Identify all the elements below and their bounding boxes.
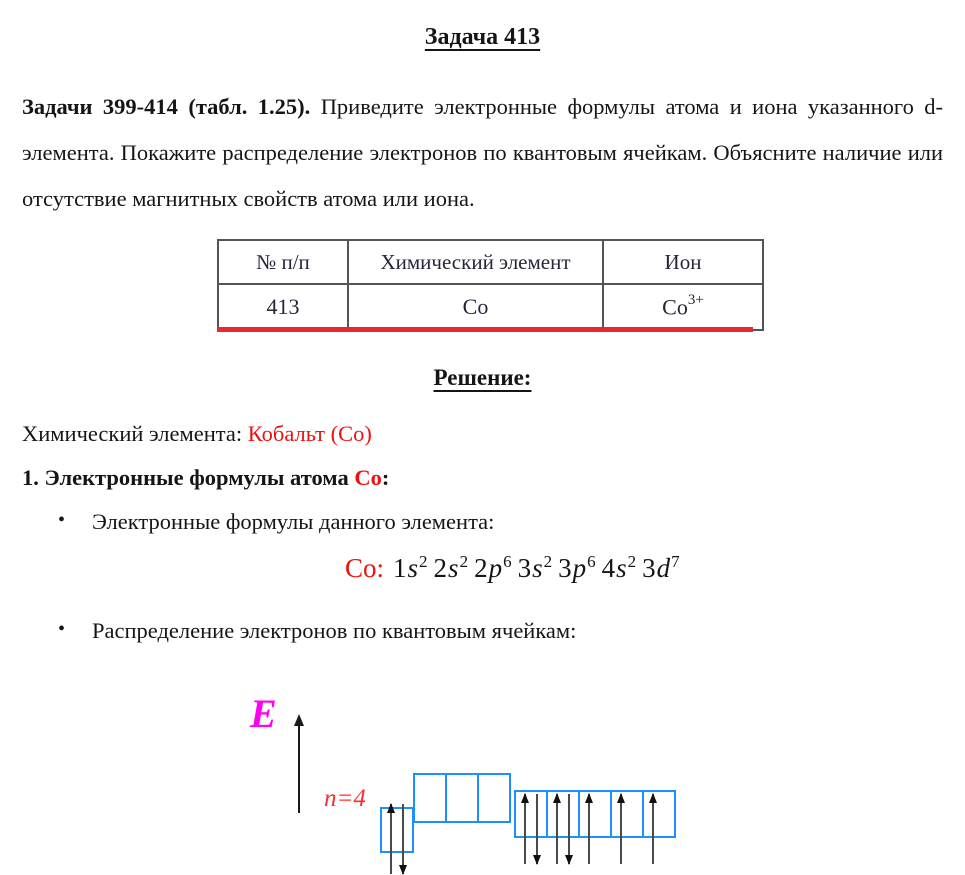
- orbital-term: $1s^2$: [393, 552, 428, 583]
- formula-element: [345, 553, 384, 583]
- orbital-term: $3d^7$: [642, 552, 680, 583]
- quantum-cell: [578, 790, 612, 838]
- page-title-text: Задача 413: [424, 24, 541, 50]
- cell-number: 413: [218, 284, 348, 330]
- shell-label: n=4: [324, 785, 366, 812]
- electron-arrow-up: [390, 804, 392, 874]
- energy-axis-line: [298, 724, 300, 813]
- header-ion: Ион: [603, 240, 763, 284]
- bullet-item-2: [58, 618, 576, 644]
- section-1-prefix: 1. Электронные формулы атома: [22, 465, 349, 490]
- quantum-cell-group: [380, 807, 414, 853]
- quantum-cell: [380, 807, 414, 853]
- cell-ion: [603, 284, 763, 330]
- cell-element: Co: [348, 284, 603, 330]
- electron-arrow-down: [568, 794, 570, 864]
- ion-base: Co: [662, 294, 688, 320]
- element-line-value: Кобальт (Co): [247, 421, 372, 446]
- quantum-cell: [477, 773, 511, 823]
- section-1-element: Co: [354, 465, 382, 490]
- page-title: [0, 24, 965, 51]
- bullet-marker: •: [58, 618, 66, 640]
- formula-colon: :: [376, 553, 385, 583]
- table-row: [218, 284, 763, 330]
- quantum-cell-group: [514, 790, 676, 838]
- quantum-cell: [514, 790, 548, 838]
- problem-statement: [22, 84, 943, 222]
- quantum-cell: [610, 790, 644, 838]
- solution-heading: [0, 365, 965, 391]
- quantum-cell: [546, 790, 580, 838]
- section-1-colon: :: [381, 465, 390, 490]
- header-element: Химический элемент: [348, 240, 603, 284]
- electron-arrow-down: [536, 794, 538, 864]
- solution-heading-text: Решение:: [433, 365, 532, 390]
- bullet-1-text: Электронные формулы данного элемента:: [92, 509, 495, 534]
- condition-table: [217, 239, 764, 331]
- bullet-item-1: [58, 509, 494, 535]
- table-header-row: [218, 240, 763, 284]
- electron-arrow-up: [588, 794, 590, 864]
- ion-charge: 3+: [687, 291, 704, 308]
- orbital-term: $2s^2$: [433, 552, 469, 583]
- energy-axis-label: E: [250, 691, 277, 736]
- electron-arrow-up: [556, 794, 558, 864]
- quantum-cell: [413, 773, 447, 823]
- bullet-2-text: Распределение электронов по квантовым ячейкам:: [92, 618, 577, 643]
- bullet-marker: •: [58, 509, 66, 531]
- header-number: № п/п: [218, 240, 348, 284]
- element-line-label: Химический элемента:: [22, 421, 243, 446]
- quantum-cell: [642, 790, 676, 838]
- orbital-term: $3s^2$: [517, 552, 553, 583]
- formula-element-symbol: Co: [345, 553, 377, 583]
- table-red-underline: [217, 327, 753, 332]
- section-1-heading: [22, 465, 389, 491]
- orbital-term: $3p^6$: [558, 552, 596, 583]
- quantum-cell: [445, 773, 479, 823]
- electron-arrow-up: [524, 794, 526, 864]
- formula-orbitals: [393, 553, 686, 583]
- electron-arrow-down: [402, 804, 404, 874]
- problem-text: Приведите электронные формулы атома и иона указанного d-элемента. Покажите распределение электронов по квантовым ячейкам. Объясните наличие или отсутствие магнитных свойств атома или иона.: [22, 94, 943, 211]
- electron-configuration-formula: [345, 553, 686, 584]
- electron-arrow-up: [652, 794, 654, 864]
- orbital-term: $2p^6$: [474, 552, 512, 583]
- electron-arrow-up: [620, 794, 622, 864]
- problem-lead: Задачи 399-414 (табл. 1.25).: [22, 94, 311, 119]
- quantum-cell-group: [413, 773, 511, 823]
- element-line: [22, 421, 372, 447]
- orbital-term: $4s^2$: [601, 552, 637, 583]
